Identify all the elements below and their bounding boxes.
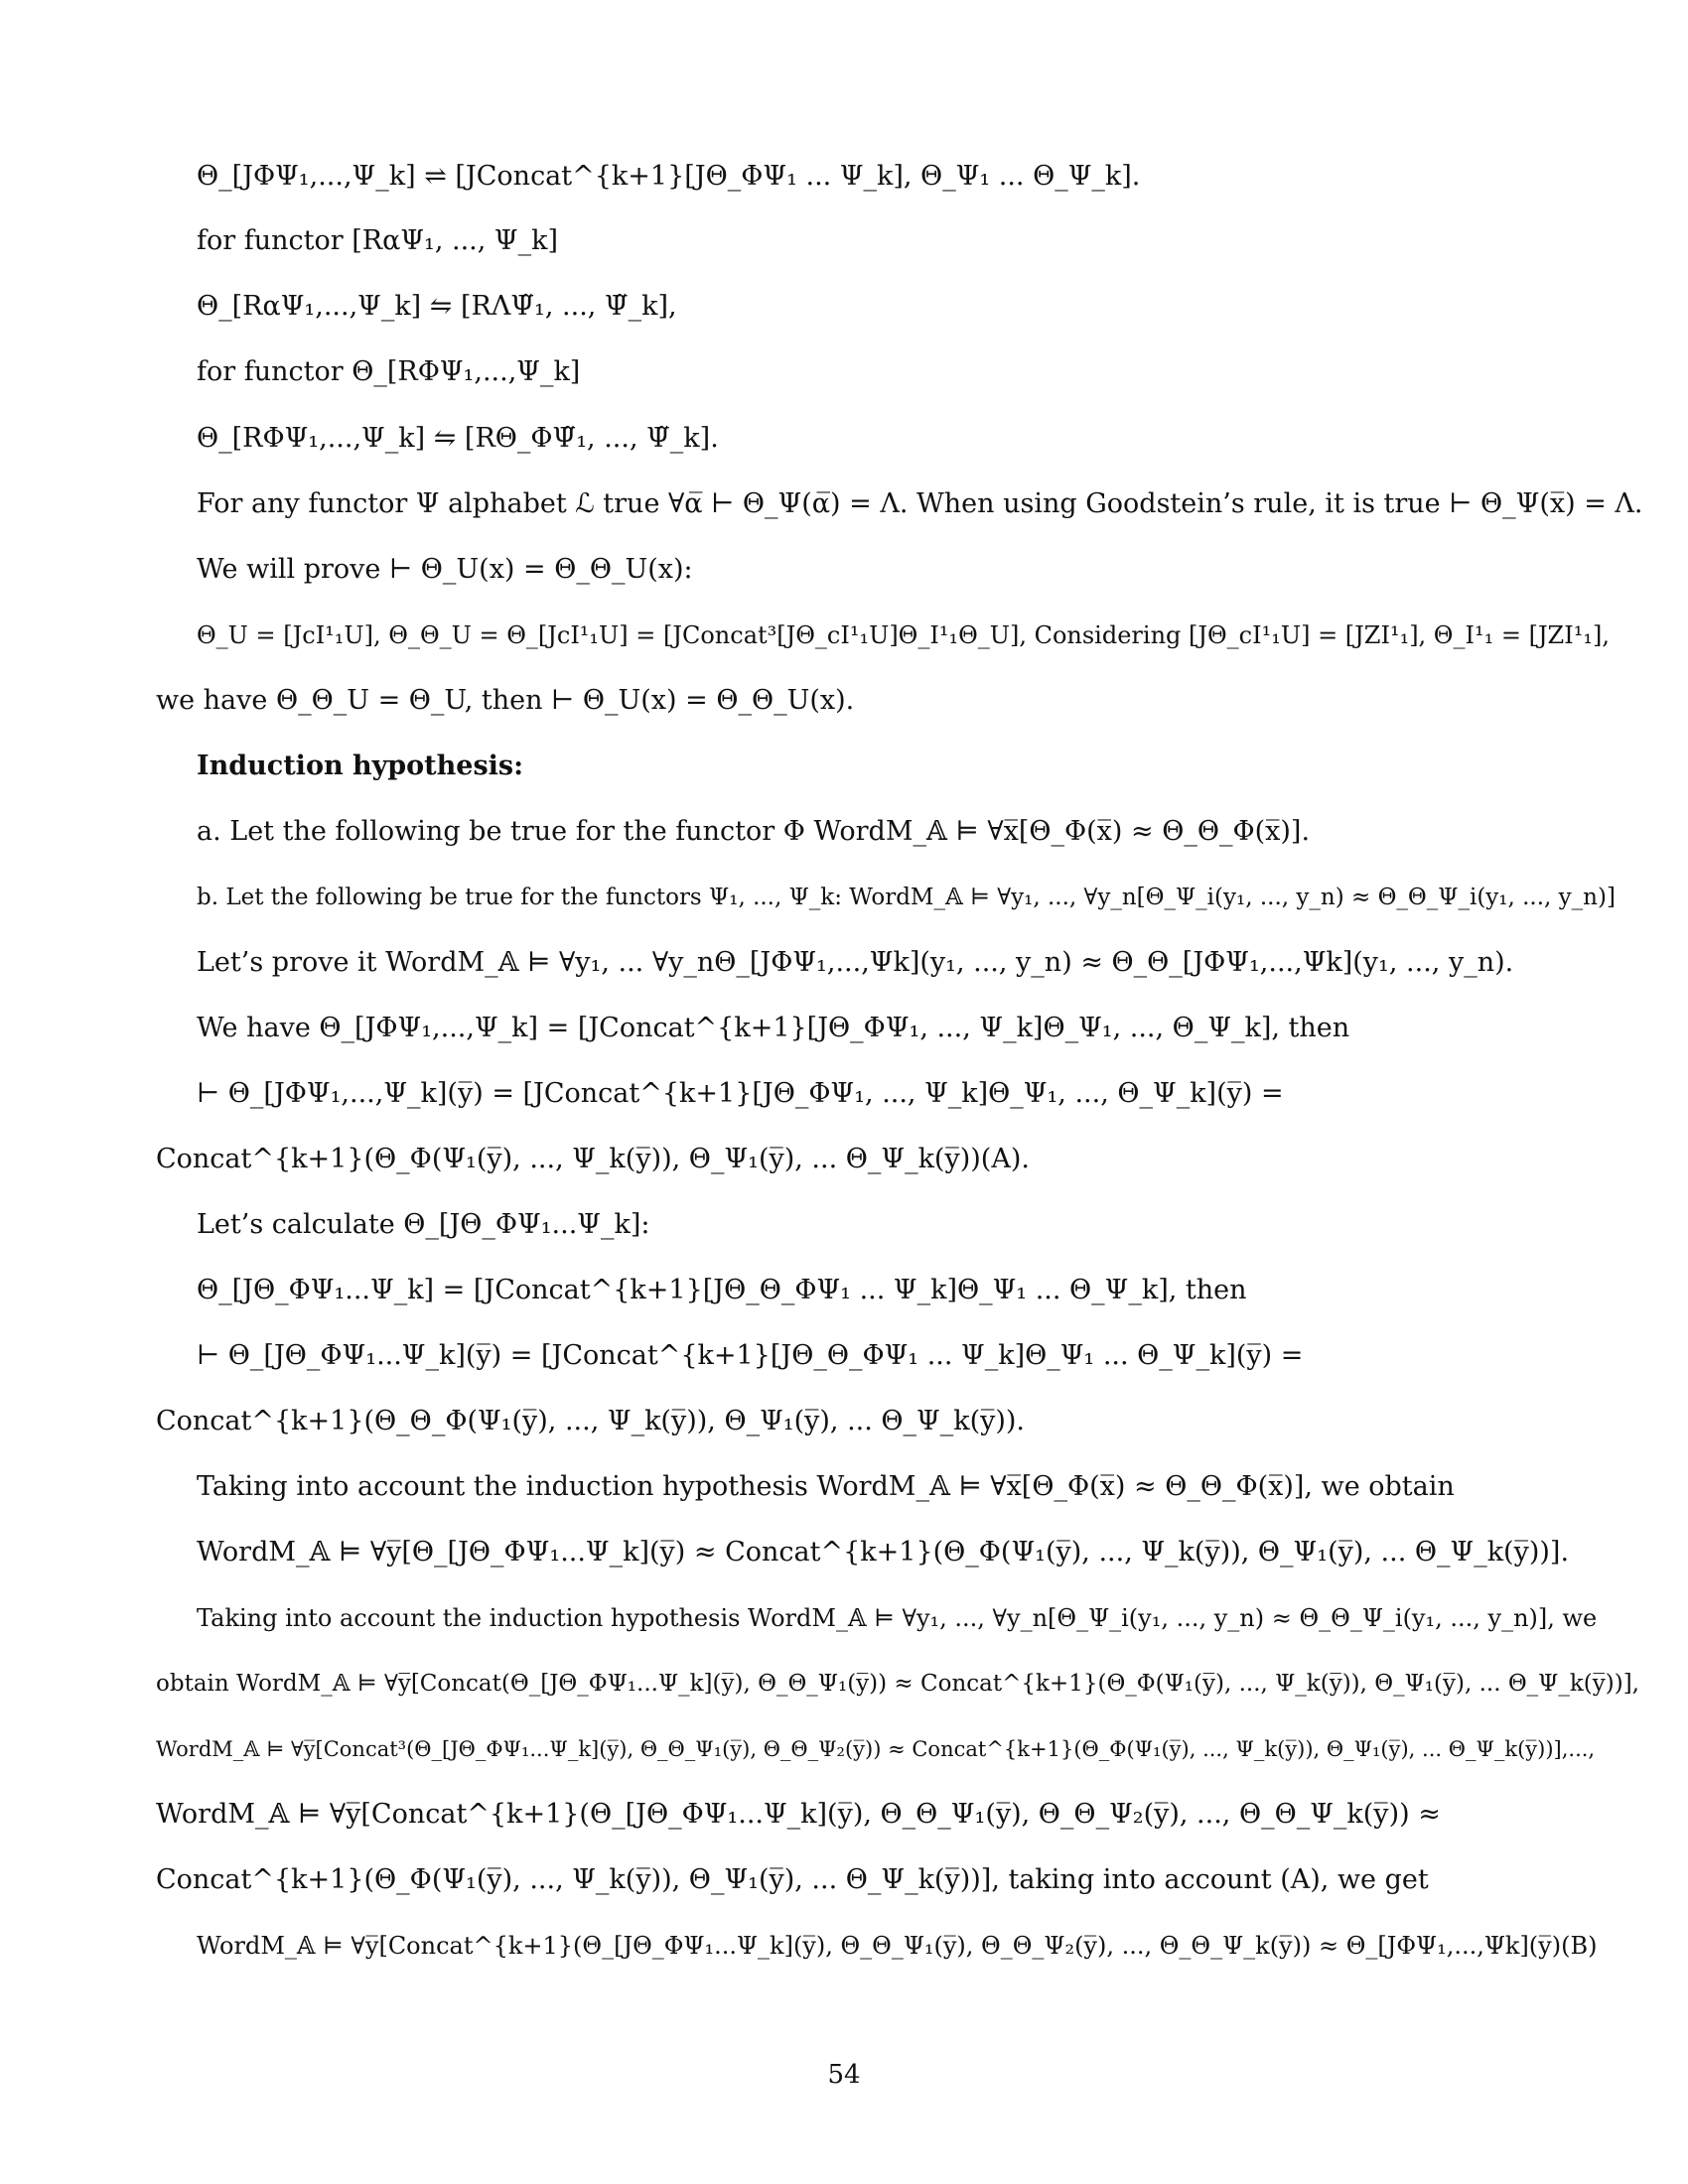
text-line-2: for functor [RαΨ₁, ..., Ψ_k] bbox=[197, 225, 558, 256]
formula-line-8: Θ_U = [JcI¹₁U], Θ_Θ_U = Θ_[JcI¹₁U] = [JConcat³[JΘ_cI¹₁U]Θ_I¹₁Θ_U], Considering [JΘ_cI¹₁U] = [JZI¹₁], Θ_I¹₁ = [JZI¹₁], bbox=[197, 621, 1610, 649]
text-line-17: Let’s calculate Θ_[JΘ_ΦΨ₁...Ψ_k]: bbox=[197, 1209, 650, 1240]
text-line-13: Let’s prove it WordM_𝔸 ⊨ ∀y₁, ... ∀y_nΘ_[JΦΨ₁,...,Ψk](y₁, ..., y_n) ≈ Θ_Θ_[JΦΨ₁,...,Ψk](y₁, ..., y_n). bbox=[197, 947, 1514, 978]
text-line-21: Taking into account the induction hypothesis WordM_𝔸 ⊨ ∀x̅[Θ_Φ(x̅) ≈ Θ_Θ_Φ(x̅)], we obtain bbox=[197, 1471, 1455, 1502]
text-line-9: we have Θ_Θ_U = Θ_U, then ⊢ Θ_U(x) = Θ_Θ_U(x). bbox=[156, 685, 855, 716]
formula-line-24: obtain WordM_𝔸 ⊨ ∀y̅[Concat(Θ_[JΘ_ΦΨ₁...Ψ_k](y̅), Θ_Θ_Ψ₁(y̅)) ≈ Concat^{k+1}(Θ_Φ(Ψ₁(y̅), ..., Ψ_k(y̅)), Θ_Ψ₁(y̅), ... Θ_Ψ_k(y̅))], bbox=[156, 1671, 1639, 1697]
formula-line-3: Θ_[RαΨ₁,...,Ψ_k] ⇋ [RΛΨ̃₁, ..., Ψ̃_k], bbox=[197, 291, 677, 322]
page-number: 54 bbox=[827, 2060, 861, 2090]
formula-line-26: WordM_𝔸 ⊨ ∀y̅[Concat^{k+1}(Θ_[JΘ_ΦΨ₁...Ψ_k](y̅), Θ_Θ_Ψ₁(y̅), Θ_Θ_Ψ₂(y̅), ..., Θ_Θ_Ψ_k(y̅)) ≈ bbox=[156, 1799, 1441, 1830]
formula-line-16: Concat^{k+1}(Θ_Φ(Ψ₁(y̅), ..., Ψ_k(y̅)), Θ_Ψ₁(y̅), ... Θ_Ψ_k(y̅))(A). bbox=[156, 1144, 1030, 1174]
hypothesis-a: a. Let the following be true for the functor Φ WordM_𝔸 ⊨ ∀x̅[Θ_Φ(x̅) ≈ Θ_Θ_Φ(x̅)]. bbox=[197, 816, 1311, 847]
formula-line-22: WordM_𝔸 ⊨ ∀y̅[Θ_[JΘ_ΦΨ₁...Ψ_k](y̅) ≈ Concat^{k+1}(Θ_Φ(Ψ₁(y̅), ..., Ψ_k(y̅)), Θ_Ψ₁(y̅), ... Θ_Ψ_k(y̅))]. bbox=[197, 1537, 1570, 1568]
hypothesis-b: b. Let the following be true for the functors Ψ₁, ..., Ψ_k: WordM_𝔸 ⊨ ∀y₁, ..., ∀y_n[Θ_Ψ_i(y₁, ..., y_n) ≈ Θ_Θ_Ψ_i(y₁, ..., y_n)] bbox=[197, 885, 1616, 910]
text-line-14: We have Θ_[JΦΨ₁,...,Ψ_k] = [JConcat^{k+1}[JΘ_ΦΨ₁, ..., Ψ_k]Θ_Ψ₁, ..., Θ_Ψ_k], then bbox=[197, 1013, 1350, 1043]
text-line-6: For any functor Ψ alphabet ℒ true ∀α̅ ⊢ Θ_Ψ(α̅) = Λ. When using Goodstein’s rule, it is true ⊢ Θ_Ψ(x̅) = Λ. bbox=[197, 488, 1643, 519]
text-line-23: Taking into account the induction hypothesis WordM_𝔸 ⊨ ∀y₁, ..., ∀y_n[Θ_Ψ_i(y₁, ..., y_n) ≈ Θ_Θ_Ψ_i(y₁, ..., y_n)], we bbox=[197, 1604, 1598, 1632]
formula-line-25: WordM_𝔸 ⊨ ∀y̅[Concat³(Θ_[JΘ_ΦΨ₁...Ψ_k](y̅), Θ_Θ_Ψ₁(y̅), Θ_Θ_Ψ₂(y̅)) ≈ Concat^{k+1}(Θ_Φ(Ψ₁(y̅), ..., Ψ_k(y̅)), Θ_Ψ₁(y̅), ... Θ_Ψ_k(y̅))],..., bbox=[156, 1737, 1596, 1761]
formula-line-19: ⊢ Θ_[JΘ_ΦΨ₁...Ψ_k](y̅) = [JConcat^{k+1}[JΘ_Θ_ΦΨ₁ ... Ψ_k]Θ_Ψ₁ ... Θ_Ψ_k](y̅) = bbox=[197, 1340, 1304, 1371]
formula-line-5: Θ_[RΦΨ₁,...,Ψ_k] ⇋ [RΘ_ΦΨ̃₁, ..., Ψ̃_k]. bbox=[197, 423, 719, 454]
text-line-4: for functor Θ_[RΦΨ₁,...,Ψ_k] bbox=[197, 356, 581, 387]
formula-line-20: Concat^{k+1}(Θ_Θ_Φ(Ψ₁(y̅), ..., Ψ_k(y̅)), Θ_Ψ₁(y̅), ... Θ_Ψ_k(y̅)). bbox=[156, 1406, 1026, 1436]
formula-line-28: WordM_𝔸 ⊨ ∀y̅[Concat^{k+1}(Θ_[JΘ_ΦΨ₁...Ψ_k](y̅), Θ_Θ_Ψ₁(y̅), Θ_Θ_Ψ₂(y̅), ..., Θ_Θ_Ψ_k(y̅)) ≈ Θ_[JΦΨ₁,...,Ψk](y̅)(B) bbox=[197, 1932, 1598, 1960]
formula-line-27: Concat^{k+1}(Θ_Φ(Ψ₁(y̅), ..., Ψ_k(y̅)), Θ_Ψ₁(y̅), ... Θ_Ψ_k(y̅))], taking into account (A), we get bbox=[156, 1864, 1429, 1895]
formula-line-15: ⊢ Θ_[JΦΨ₁,...,Ψ_k](y̅) = [JConcat^{k+1}[JΘ_ΦΨ₁, ..., Ψ_k]Θ_Ψ₁, ..., Θ_Ψ_k](y̅) = bbox=[197, 1078, 1284, 1109]
text-line-7: We will prove ⊢ Θ_U(x) = Θ_Θ_U(x): bbox=[197, 554, 693, 585]
formula-line-1: Θ_[JΦΨ₁,...,Ψ_k] ⇌ [JConcat^{k+1}[JΘ_ΦΨ₁ ... Ψ_k], Θ_Ψ₁ ... Θ_Ψ_k]. bbox=[197, 161, 1141, 192]
section-heading: Induction hypothesis: bbox=[197, 751, 524, 781]
formula-line-18: Θ_[JΘ_ΦΨ₁...Ψ_k] = [JConcat^{k+1}[JΘ_Θ_ΦΨ₁ ... Ψ_k]Θ_Ψ₁ ... Θ_Ψ_k], then bbox=[197, 1275, 1247, 1305]
